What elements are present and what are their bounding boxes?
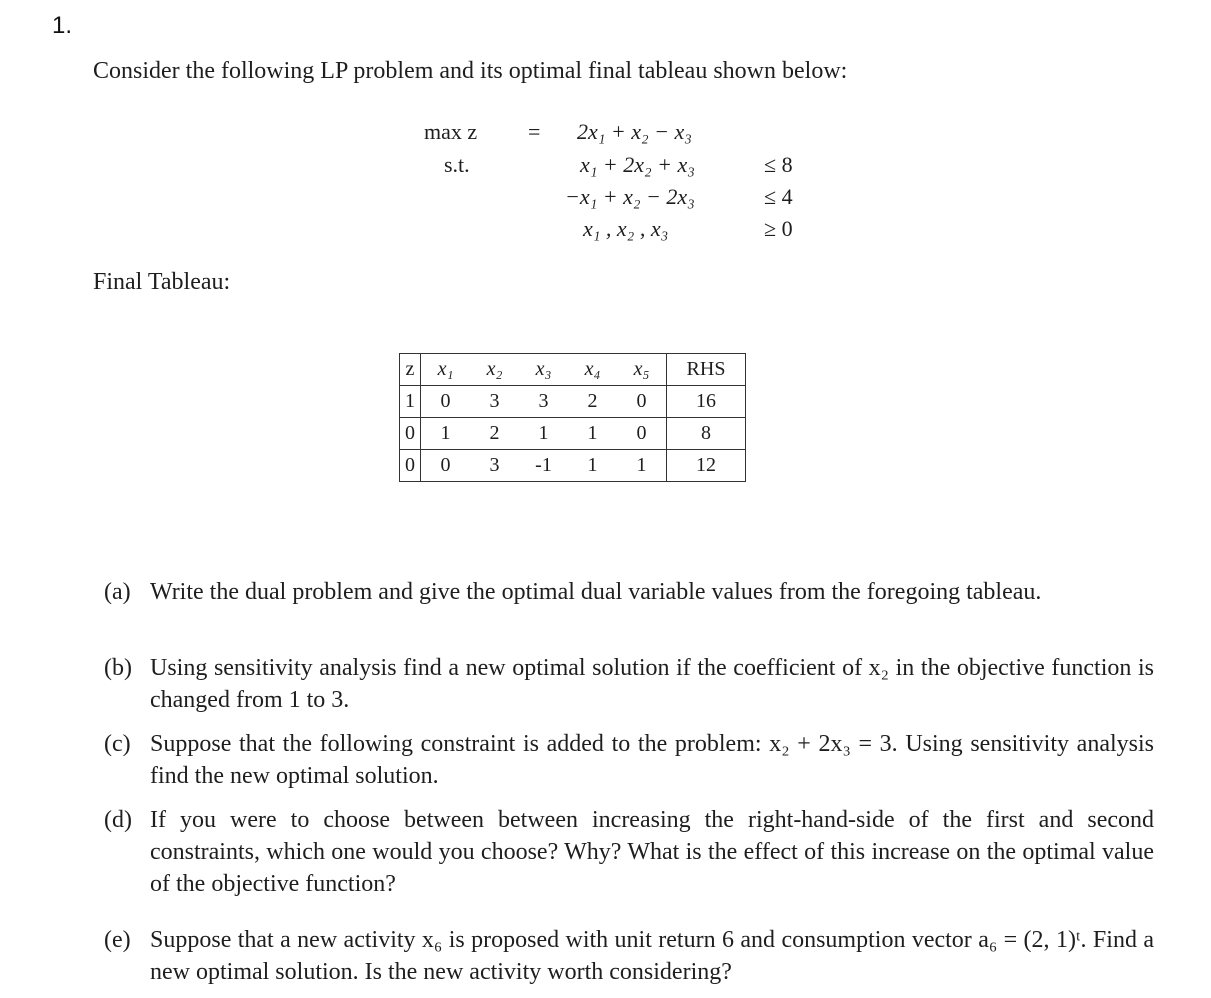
tableau-header-cell: x₁ xyxy=(421,354,471,386)
question-text: Suppose that the following constraint is added to the problem: x₂ + 2x₃ = 3. Using sensitivity analysis find the new optimal solution. xyxy=(150,731,1154,789)
tableau-row xyxy=(400,450,746,482)
question-label: (b) xyxy=(104,655,132,681)
tableau-cell: 0 xyxy=(400,450,421,482)
tableau-cell: 3 xyxy=(470,450,519,482)
tableau-cell: 2 xyxy=(470,418,519,450)
tableau-cell: 0 xyxy=(400,418,421,450)
question-b xyxy=(104,652,1154,716)
tableau-cell: 1 xyxy=(400,386,421,418)
tableau-cell: -1 xyxy=(519,450,568,482)
constraint-1-lhs: x₁ + 2x₂ + x₃ xyxy=(580,152,695,177)
tableau-cell: 0 xyxy=(421,386,471,418)
question-label: (d) xyxy=(104,807,132,833)
tableau-cell: 2 xyxy=(568,386,617,418)
tableau-cell: 3 xyxy=(519,386,568,418)
final-tableau-label: Final Tableau: xyxy=(93,269,231,295)
question-label: (e) xyxy=(104,927,131,953)
tableau-cell: 0 xyxy=(617,418,667,450)
tableau-cell: 1 xyxy=(568,418,617,450)
equals-sign: = xyxy=(528,119,541,144)
question-d xyxy=(104,804,1154,900)
question-c xyxy=(104,728,1154,792)
tableau-cell: 1 xyxy=(421,418,471,450)
tableau-header-row xyxy=(400,354,746,386)
intro-text: Consider the following LP problem and its optimal final tableau shown below: xyxy=(93,58,848,84)
constraint-1-rhs: ≤ 8 xyxy=(764,152,793,177)
st-label: s.t. xyxy=(444,152,470,177)
tableau-cell: 1 xyxy=(568,450,617,482)
question-e xyxy=(104,924,1154,988)
nonneg-lhs: x₁ , x₂ , x₃ xyxy=(583,216,669,241)
tableau-header-cell: x₃ xyxy=(519,354,568,386)
problem-number: 1. xyxy=(52,12,73,39)
tableau-cell: 1 xyxy=(519,418,568,450)
tableau-cell: 0 xyxy=(617,386,667,418)
tableau-cell: 0 xyxy=(421,450,471,482)
max-label: max z xyxy=(424,119,478,144)
question-text: Write the dual problem and give the optimal dual variable values from the foregoing tableau. xyxy=(150,579,1042,605)
tableau-row xyxy=(400,418,746,450)
tableau-row xyxy=(400,386,746,418)
constraint-2-rhs: ≤ 4 xyxy=(764,184,793,209)
tableau-cell: 12 xyxy=(667,450,746,482)
question-text: Suppose that a new activity x₆ is proposed with unit return 6 and consumption vector a₆ = (2, 1)ᵗ. Find a new optimal solution. Is the new activity worth considering? xyxy=(150,927,1154,985)
tableau-header-cell: x₂ xyxy=(470,354,519,386)
tableau-header-cell: x₅ xyxy=(617,354,667,386)
tableau-cell: 3 xyxy=(470,386,519,418)
tableau-header-cell: x₄ xyxy=(568,354,617,386)
tableau-cell: 16 xyxy=(667,386,746,418)
objective-function: 2x₁ + x₂ − x₃ xyxy=(577,119,692,144)
tableau-cell: 8 xyxy=(667,418,746,450)
question-a xyxy=(104,576,1154,608)
question-text: If you were to choose between between increasing the right-hand-side of the first and second constraints, which one would you choose? Why? What is the effect of this increase on the optimal value of the objective function? xyxy=(150,807,1154,897)
question-label: (a) xyxy=(104,579,131,605)
final-tableau xyxy=(399,353,746,482)
question-text: Using sensitivity analysis find a new optimal solution if the coefficient of x₂ in the objective function is changed from 1 to 3. xyxy=(150,655,1154,713)
tableau-header-cell: RHS xyxy=(667,354,746,386)
question-label: (c) xyxy=(104,731,131,757)
nonneg-rhs: ≥ 0 xyxy=(764,216,793,241)
constraint-2-lhs: −x₁ + x₂ − 2x₃ xyxy=(565,184,695,209)
tableau-header-cell: z xyxy=(400,354,421,386)
tableau-cell: 1 xyxy=(617,450,667,482)
